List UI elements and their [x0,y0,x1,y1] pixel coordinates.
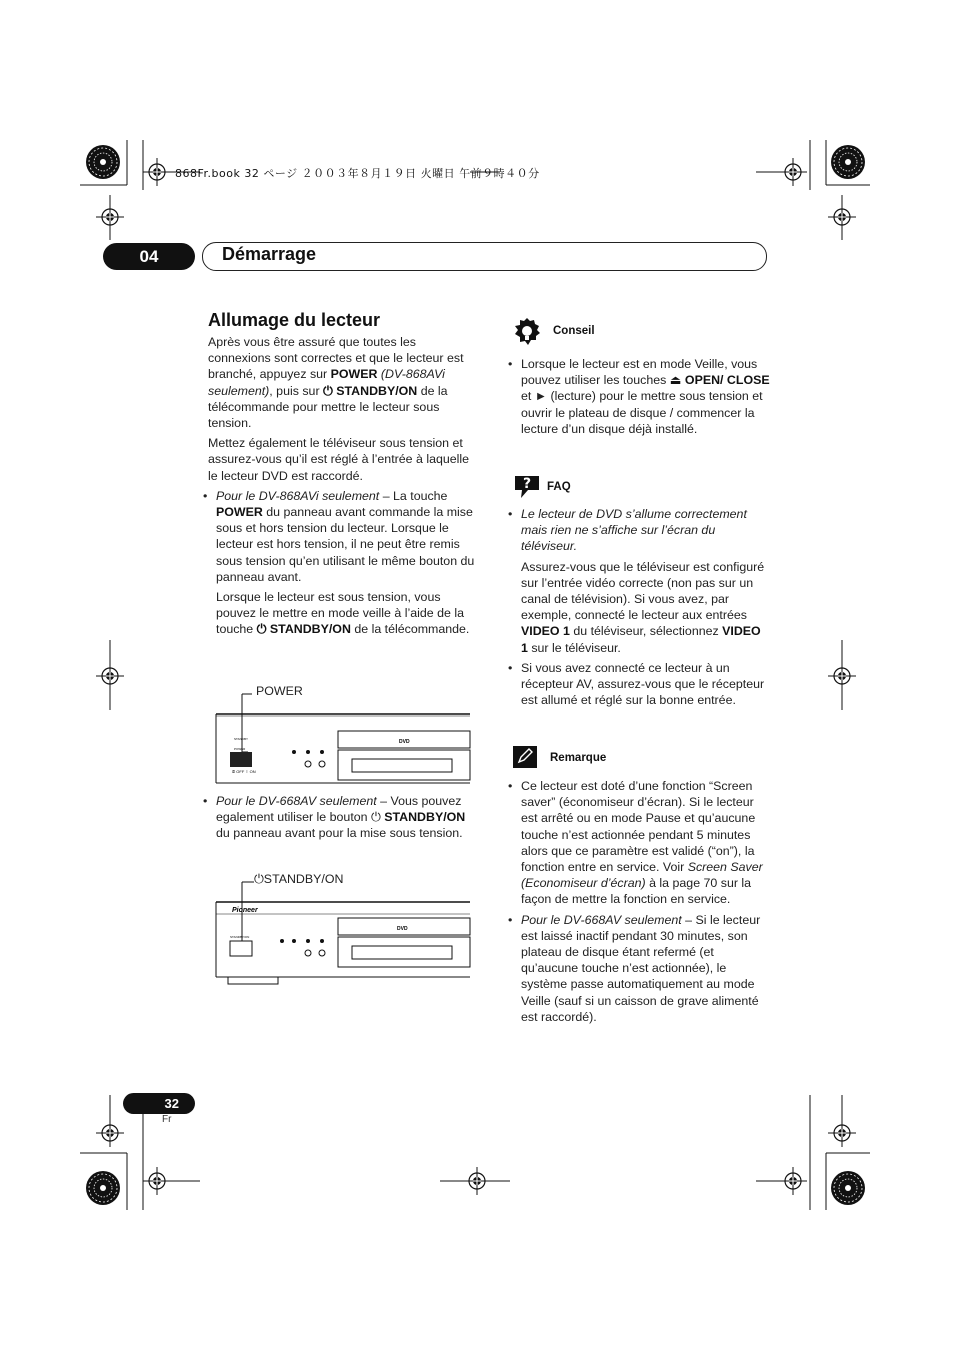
page-number: 32 [123,1093,195,1114]
remarque-bullet-screensaver: • Ce lecteur est doté d’une fonction “Screen saver” (économiseur d’écran). Si le lecteur est arrêté ou en mode Pause et qu’aucune touche n’est actionnée pendant 5 minutes alors que ce paramètre est validé (“on”), la fonction entre en service. Voir Screen Saver (Economiseur d’écran) à la page 70 sur la façon de mettre la fonction en service. [508,778,770,908]
conseil-body [508,356,770,441]
section-title: Allumage du lecteur [208,310,381,330]
pencil-note-icon [512,745,538,769]
fig1-standby-text: STANDBY [234,737,248,741]
figure1-power-label: POWER [256,684,303,698]
faq-bullet-av: • Si vous avez connecté ce lecteur à un récepteur AV, assurez-vous que le récepteur est allumé et réglé sur la bonne entrée. [508,660,770,709]
svg-text:?: ? [523,476,532,492]
remarque-title: Remarque [550,752,607,764]
chapter-title: Démarrage [222,244,317,264]
tv-paragraph: Mettez également le téléviseur sous tension et assurez-vous qu’il est réglé à l’entrée à laquelle le lecteur DVD est raccordé. [208,436,470,483]
intro-paragraph: Après vous être assuré que toutes les connexions sont correctes et que le lecteur est branché, appuyez sur POWER (DV-868AVi seulement), puis sur ⏻ STANDBY/ON de la télécommande pour mettre le lecteur sous tension. [208,335,464,431]
chapter-number: 04 [103,243,195,270]
remarque-body [508,778,770,1029]
fig2-standby-on-text: STANDBY/ON [230,935,250,939]
fig2-dvd-logo: DVD [397,926,408,932]
page-language: Fr [162,1114,172,1125]
fig1-offon-text: ⏼ OFF ⏽ ON [232,769,256,774]
question-icon [512,474,542,500]
faq-question: • Le lecteur de DVD s’allume correctement mais rien ne s’affiche sur l’écran du téléviseur. [508,506,770,555]
bullet-868avi: • Pour le DV-868AVi seulement – La touche POWER du panneau avant commande la mise sous et hors tension du lecteur. Lorsque le lecteur est hors tension, il ne peut être remis sous tension qu’en utilisant le même bouton du panneau avant. [193,488,476,585]
conseil-title: Conseil [553,325,595,337]
lightbulb-icon [512,317,542,347]
faq-title: FAQ [547,481,571,493]
bullet-868avi-sub: Lorsque le lecteur est sous tension, vous pouvez le mettre en mode veille à l’aide de la touche ⏻ STANDBY/ON de la télécommande. [216,590,470,637]
faq-answer: Assurez-vous que le téléviseur est configuré sur l’entrée vidéo correcte (non pas sur un canal de télévision). Si vous avez, par exemple, connecté le lecteur aux entrées VIDEO 1 du téléviseur, sélectionnez VIDEO 1 sur le téléviseur. [521,559,765,655]
faq-body [508,506,770,712]
front-panel-668av [214,876,472,988]
front-panel-868avi [214,688,472,788]
left-column-mid [208,793,476,846]
remarque-bullet-668av: • Pour le DV-668AV seulement – Si le lecteur est laissé inactif pendant 30 minutes, son plateau de disque étant refermé (et qu’aucune touche n’est actionnée), le système passe automatiquement au mode Veille (sauf si un caisson de grave alimenté est raccordé). [508,912,770,1025]
fig2-brand-logo: Pioneer [232,907,258,914]
fig1-dvd-logo: DVD [399,739,410,745]
bullet-668av: • Pour le DV-668AV seulement – Vous pouvez egalement utiliser le bouton ⏻ STANDBY/ON du panneau avant pour la mise sous tension. [193,793,476,842]
fig1-power-text: POWER [234,747,246,751]
conseil-bullet: • Lorsque le lecteur est en mode Veille, vous pouvez utiliser les touches ⏏ OPEN/ CLOSE et ► (lecture) pour le mettre sous tension et ouvrir le plateau de disque / commencer la lecture d’un disque déjà installé. [508,356,770,437]
figure2-standby-label: ⏻STANDBY/ON [254,872,344,886]
left-column-top [208,334,476,642]
print-header: 868Fr.book 32 ページ ２００３年８月１９日 火曜日 午前９時４０分 [175,167,540,180]
